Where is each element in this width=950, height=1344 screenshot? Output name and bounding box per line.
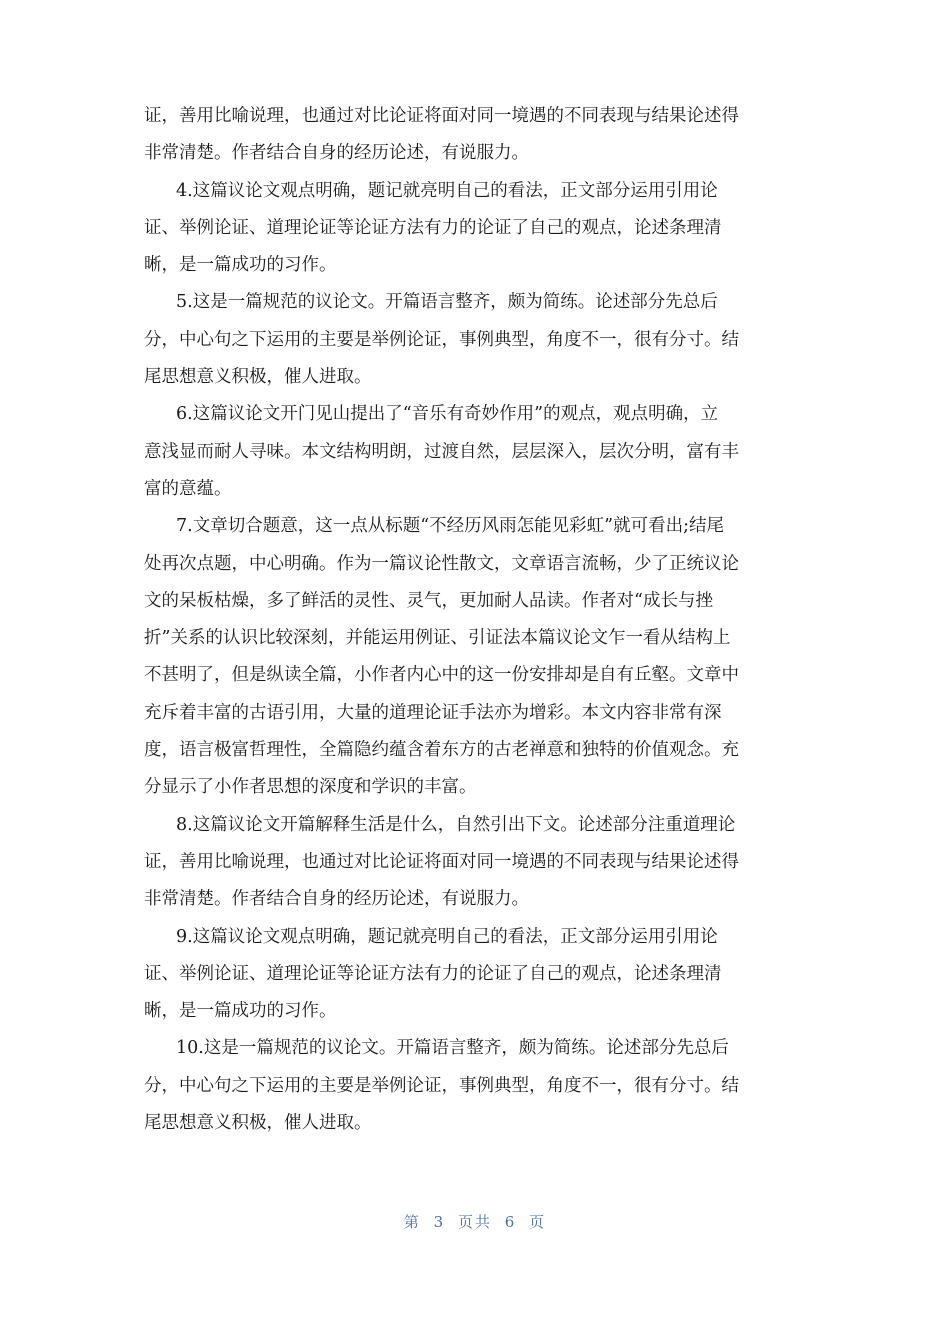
text-line: 充斥着丰富的古语引用，大量的道理论证手法亦为增彩。本文内容非常有深	[144, 702, 722, 723]
page-number-footer: 第 3 页共 6 页	[403, 1213, 547, 1231]
text-line: 9.这篇议论文观点明确，题记就亮明自己的看法，正文部分运用引用论	[176, 926, 718, 947]
text-line: 非常清楚。作者结合自身的经历论述，有说服力。	[144, 889, 529, 910]
text-line: 证，善用比喻说理，也通过对比论证将面对同一境遇的不同表现与结果论述得	[144, 106, 739, 126]
text-line: 折”关系的认识比较深刻，并能运用例证、引证法本篇议论文乍一看从结构上	[144, 628, 731, 649]
text-line: 意浅显而耐人寻味。本文结构明朗，过渡自然，层层深入，层次分明，富有丰	[144, 441, 739, 462]
text-line: 证、举例论证、道理论证等论证方法有力的论证了自己的观点，论述条理清	[144, 217, 722, 238]
text-line: 5.这是一篇规范的议论文。开篇语言整齐，颇为简练。论述部分先总后	[176, 292, 718, 313]
text-line: 晰，是一篇成功的习作。	[144, 255, 337, 276]
text-line: 分显示了小作者思想的深度和学识的丰富。	[144, 777, 477, 798]
text-line: 分，中心句之下运用的主要是举例论证，事例典型，角度不一，很有分寸。结	[144, 329, 739, 350]
text-line: 证、举例论证、道理论证等论证方法有力的论证了自己的观点，论述条理清	[144, 963, 722, 984]
text-line: 7.文章切合题意，这一点从标题“不经历风雨怎能见彩虹”就可看出;结尾	[176, 516, 724, 537]
text-line: 不甚明了，但是纵读全篇，小作者内心中的这一份安排却是自有丘壑。文章中	[144, 665, 739, 686]
text-line: 度，语言极富哲理性，全篇隐约蕴含着东方的古老禅意和独特的价值观念。充	[144, 740, 739, 761]
text-line: 10.这是一篇规范的议论文。开篇语言整齐，颇为简练。论述部分先总后	[176, 1038, 729, 1059]
text-line: 尾思想意义积极，催人进取。	[144, 367, 372, 388]
text-line: 分，中心句之下运用的主要是举例论证，事例典型，角度不一，很有分寸。结	[144, 1075, 739, 1096]
text-line: 证，善用比喻说理，也通过对比论证将面对同一境遇的不同表现与结果论述得	[144, 851, 739, 872]
text-line: 非常清楚。作者结合自身的经历论述，有说服力。	[144, 143, 529, 164]
text-line: 富的意蕴。	[144, 478, 232, 499]
text-line: 4.这篇议论文观点明确，题记就亮明自己的看法，正文部分运用引用论	[176, 180, 718, 201]
text-line: 6.这篇议论文开门见山提出了“音乐有奇妙作用”的观点，观点明确，立	[176, 404, 719, 425]
text-line: 文的呆板枯燥，多了鲜活的灵性、灵气，更加耐人品读。作者对“成长与挫	[144, 590, 713, 611]
text-line: 8.这篇议论文开篇解释生活是什么，自然引出下文。论述部分注重道理论	[176, 814, 736, 835]
text-line: 处再次点题，中心明确。作为一篇议论性散文，文章语言流畅，少了正统议论	[144, 553, 739, 574]
text-line: 尾思想意义积极，催人进取。	[144, 1113, 372, 1134]
document-body	[144, 98, 806, 1142]
text-line: 晰，是一篇成功的习作。	[144, 1001, 337, 1022]
